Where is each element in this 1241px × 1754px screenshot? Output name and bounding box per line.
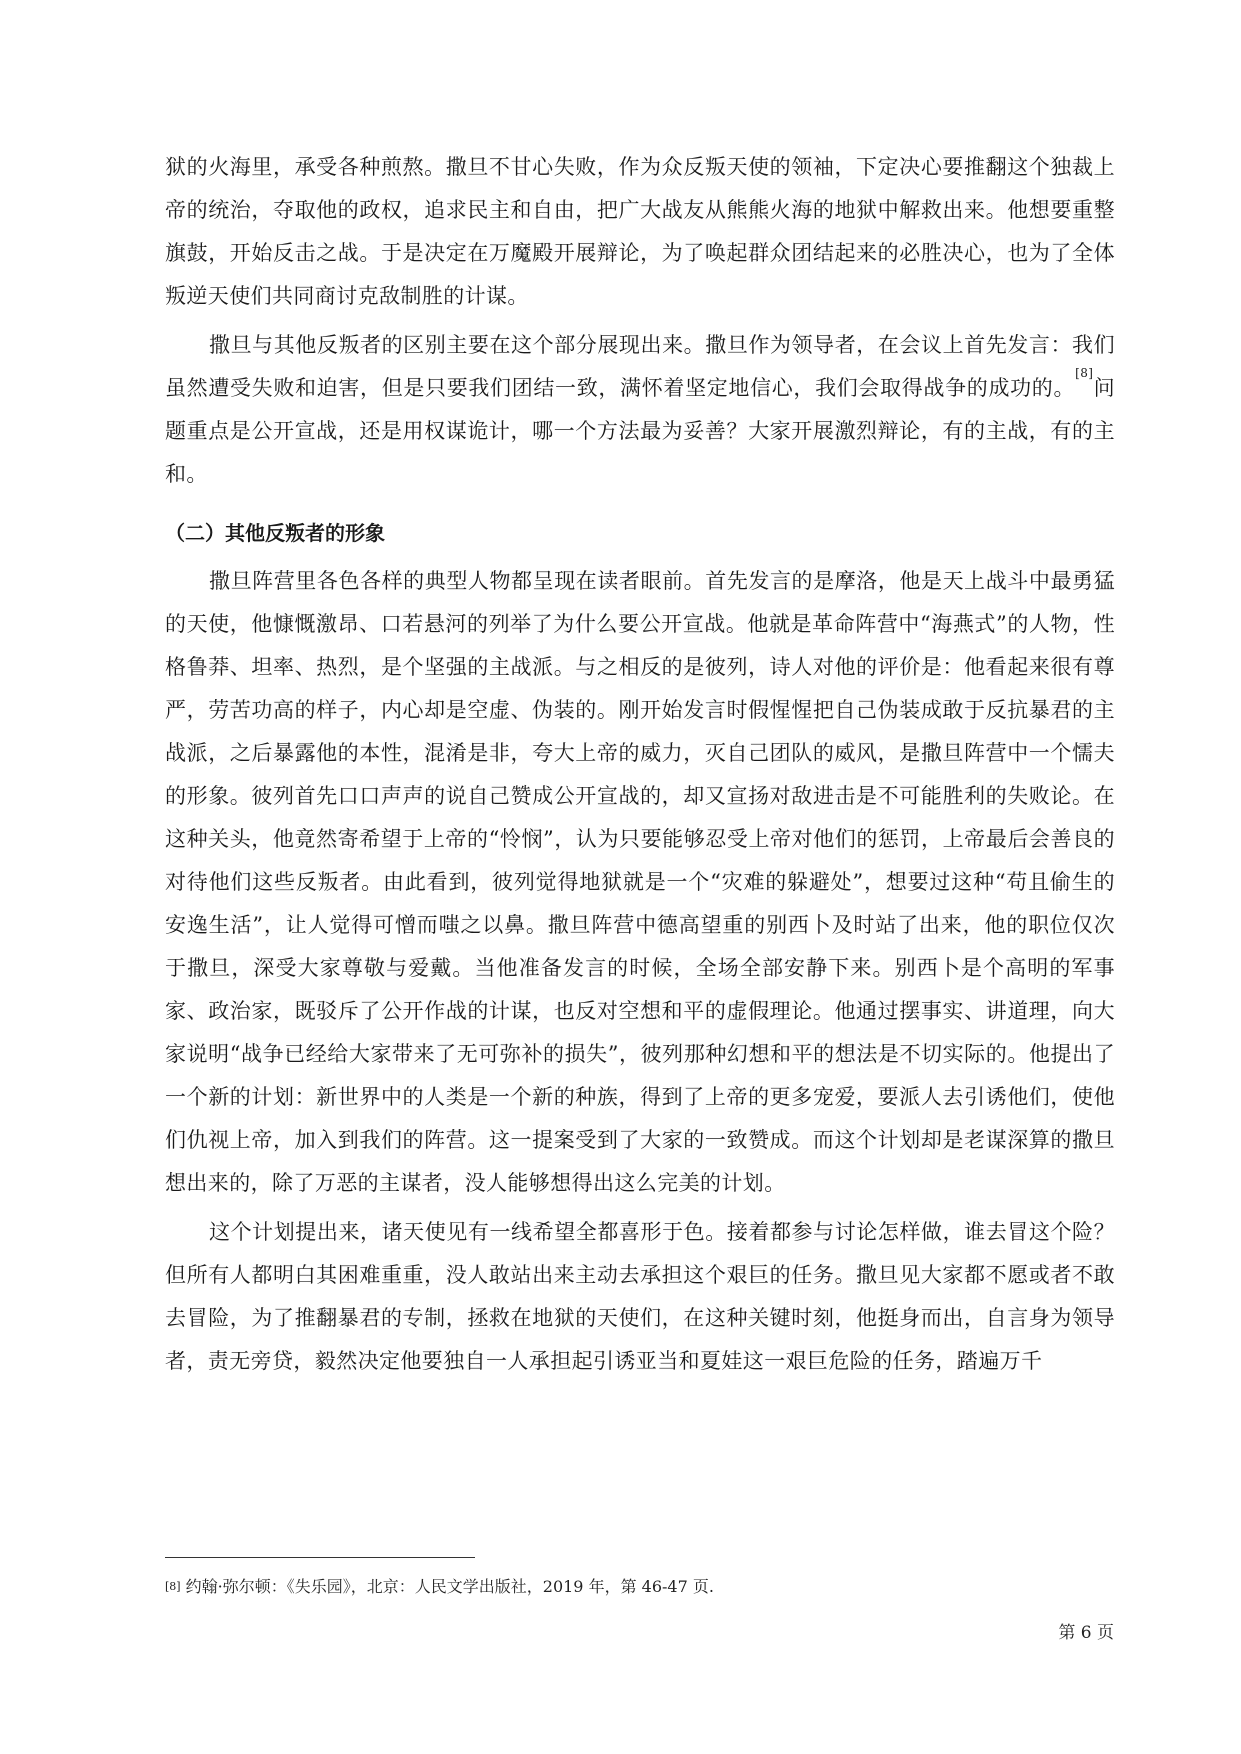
footnote-text: 约翰·弥尔顿：《失乐园》，北京：人民文学出版社，2019 年，第 46-47 页. [180, 1577, 714, 1596]
paragraph-2 [165, 324, 1115, 496]
paragraph-3: 撒旦阵营里各色各样的典型人物都呈现在读者眼前。首先发言的是摩洛，他是天上战斗中最勇猛的天使，他慷慨激昂、口若悬河的列举了为什么要公开宣战。他就是革命阵营中“海燕式”的人物，性格鲁莽、坦率、热烈，是个坚强的主战派。与之相反的是彼列，诗人对他的评价是：他看起来很有尊严，劳苦功高的样子，内心却是空虚、伪装的。刚开始发言时假惺惺把自己伪装成敢于反抗暴君的主战派，之后暴露他的本性，混淆是非，夸大上帝的威力，灭自己团队的威风，是撒旦阵营中一个懦夫的形象。彼列首先口口声声的说自己赞成公开宣战的，却又宣扬对敌进击是不可能胜利的失败论。在这种关头，他竟然寄希望于上帝的“怜悯”，认为只要能够忍受上帝对他们的惩罚，上帝最后会善良的对待他们这些反叛者。由此看到，彼列觉得地狱就是一个“灾难的躲避处”，想要过这种“苟且偷生的安逸生活”，让人觉得可憎而嗤之以鼻。撒旦阵营中德高望重的别西卜及时站了出来，他的职位仅次于撒旦，深受大家尊敬与爱戴。当他准备发言的时候，全场全部安静下来。别西卜是个高明的军事家、政治家，既驳斥了公开作战的计谋，也反对空想和平的虚假理论。他通过摆事实、讲道理，向大家说明“战争已经给大家带来了无可弥补的损失”，彼列那种幻想和平的想法是不切实际的。他提出了一个新的计划：新世界中的人类是一个新的种族，得到了上帝的更多宠爱，要派人去引诱他们，使他们仇视上帝，加入到我们的阵营。这一提案受到了大家的一致赞成。而这个计划却是老谋深算的撒旦想出来的，除了万恶的主谋者，没人能够想得出这么完美的计划。 [165, 569, 1115, 1195]
footnote-marker: [8] [165, 1580, 181, 1593]
paragraph-4: 这个计划提出来，诸天使见有一线希望全都喜形于色。接着都参与讨论怎样做，谁去冒这个险？但所有人都明白其困难重重，没人敢站出来主动去承担这个艰巨的任务。撒旦见大家都不愿或者不敢去冒险，为了推翻暴君的专制，拯救在地狱的天使们，在这种关键时刻，他挺身而出，自言身为领导者，责无旁贷，毅然决定他要独自一人承担起引诱亚当和夏娃这一艰巨危险的任务，踏遍万千 [165, 1220, 1115, 1373]
page-number: 第 6 页 [1058, 1623, 1114, 1643]
paragraph-2-part-a: 撒旦与其他反叛者的区别主要在这个部分展现出来。撒旦作为领导者，在会议上首先发言：我们虽然遭受失败和迫害，但是只要我们团结一致，满怀着坚定地信心，我们会取得战争的成功的。 [165, 333, 1115, 400]
paragraph-2-part-b: 问题重点是公开宣战，还是用权谋诡计，哪一个方法最为妥善？大家开展激烈辩论，有的主战，有的主和。 [165, 376, 1115, 486]
footnote-reference[interactable]: [8] [1075, 366, 1094, 380]
section-heading: （二）其他反叛者的形象 [165, 521, 385, 545]
footnote [165, 1576, 1115, 1598]
footnote-divider [165, 1557, 475, 1558]
paragraph-1: 狱的火海里，承受各种煎熬。撒旦不甘心失败，作为众反叛天使的领袖，下定决心要推翻这个独裁上帝的统治，夺取他的政权，追求民主和自由，把广大战友从熊熊火海的地狱中解救出来。他想要重整旗鼓，开始反击之战。于是决定在万魔殿开展辩论，为了唤起群众团结起来的必胜决心，也为了全体叛逆天使们共同商讨克敌制胜的计谋。 [165, 155, 1115, 308]
page-body [165, 146, 1115, 1383]
